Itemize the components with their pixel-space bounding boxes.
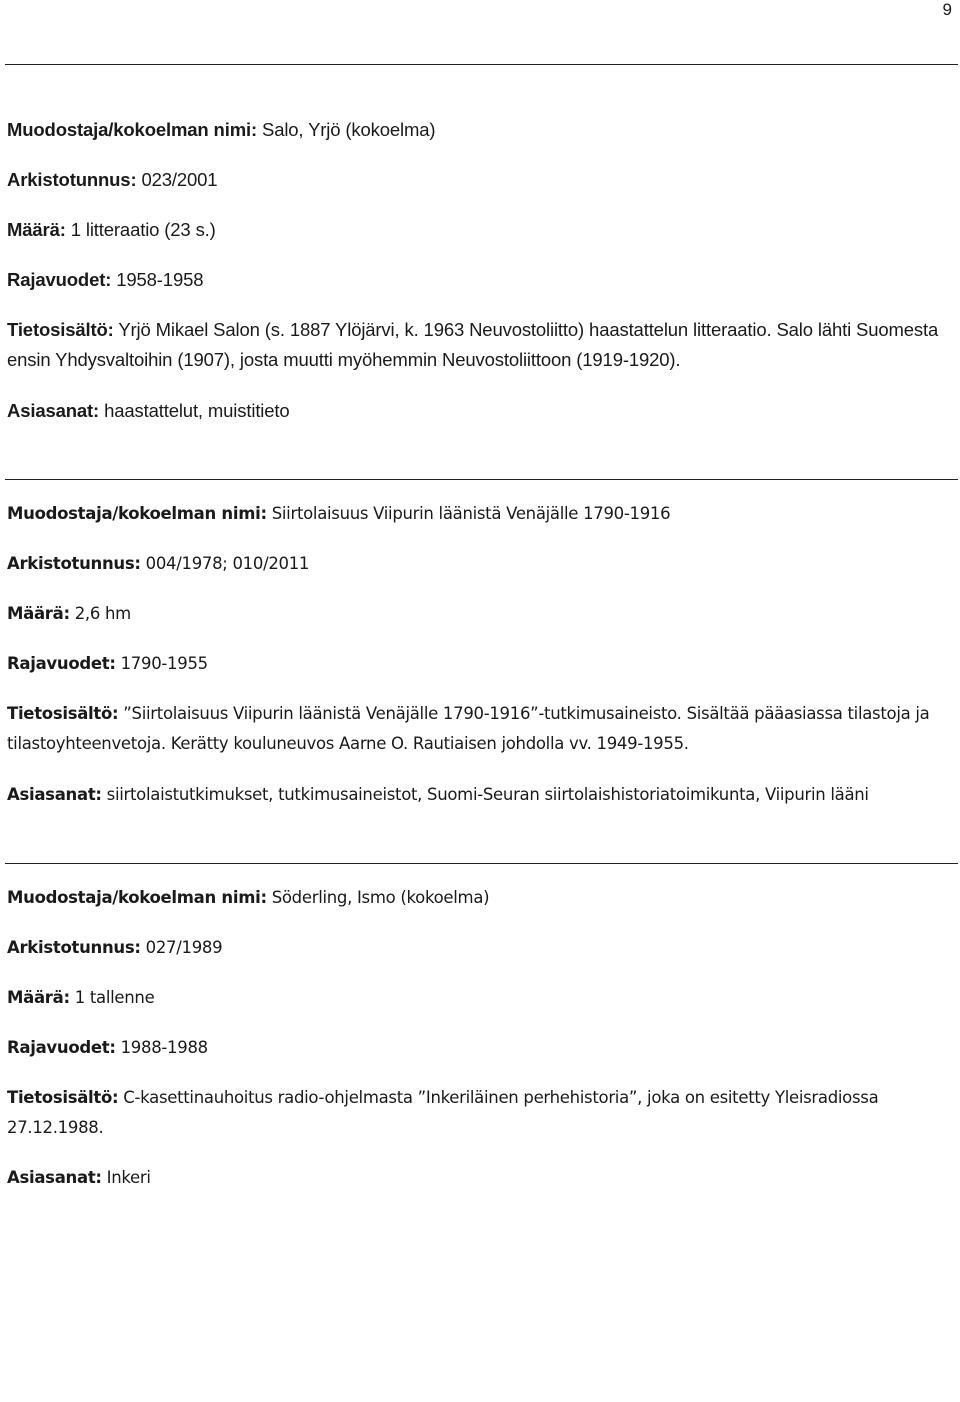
amount-field — [7, 215, 216, 245]
years-field — [7, 649, 208, 679]
years-field — [7, 265, 203, 295]
years-value: 1958-1958 — [116, 269, 204, 290]
amount-label: Määrä: — [7, 988, 70, 1007]
collection-name-field — [7, 499, 670, 529]
content-label: Tietosisältö: — [7, 319, 114, 340]
collection-name-label: Muodostaja/kokoelman nimi: — [7, 504, 267, 523]
record-divider — [5, 479, 958, 480]
content-field — [7, 699, 959, 759]
amount-label: Määrä: — [7, 219, 66, 240]
archive-id-label: Arkistotunnus: — [7, 169, 137, 190]
keywords-field — [7, 396, 290, 426]
years-label: Rajavuodet: — [7, 269, 112, 290]
archive-id-field — [7, 165, 217, 195]
amount-field — [7, 599, 131, 629]
archive-id-label: Arkistotunnus: — [7, 554, 141, 573]
record-divider — [5, 863, 958, 864]
keywords-value: haastattelut, muistitieto — [104, 400, 290, 421]
content-field — [7, 1083, 959, 1143]
keywords-field — [7, 780, 869, 810]
amount-value: 1 litteraatio (23 s.) — [70, 219, 216, 240]
collection-name-field — [7, 883, 489, 913]
header-divider — [5, 64, 958, 65]
amount-value: 1 tallenne — [74, 988, 155, 1007]
archive-id-value: 023/2001 — [141, 169, 218, 190]
content-label: Tietosisältö: — [7, 704, 119, 723]
archive-id-value: 027/1989 — [145, 938, 223, 957]
archive-id-value: 004/1978; 010/2011 — [145, 554, 310, 573]
archive-id-label: Arkistotunnus: — [7, 938, 141, 957]
collection-name-field — [7, 115, 435, 145]
content-field — [7, 315, 955, 375]
keywords-label: Asiasanat: — [7, 785, 102, 804]
content-value: C-kasettinauhoitus radio-ohjelmasta ”Inkeriläinen perhehistoria”, joka on esitetty Yleisradiossa 27.12.1988. — [7, 1088, 879, 1137]
years-value: 1988-1988 — [120, 1038, 208, 1057]
collection-name-label: Muodostaja/kokoelman nimi: — [7, 119, 257, 140]
content-label: Tietosisältö: — [7, 1088, 119, 1107]
amount-field — [7, 983, 154, 1013]
page-number: 9 — [942, 0, 952, 19]
archive-id-field — [7, 549, 309, 579]
content-value: ”Siirtolaisuus Viipurin läänistä Venäjälle 1790-1916”-tutkimusaineisto. Sisältää pääasiassa tilastoja ja tilastoyhteenvetoja. Kerätty kouluneuvos Aarne O. Rautiaisen johdolla vv. 1949-1955. — [7, 704, 930, 753]
collection-name-value: Söderling, Ismo (kokoelma) — [271, 888, 490, 907]
keywords-value: Inkeri — [106, 1168, 151, 1187]
amount-value: 2,6 hm — [74, 604, 131, 623]
years-label: Rajavuodet: — [7, 654, 116, 673]
content-value: Yrjö Mikael Salon (s. 1887 Ylöjärvi, k. 1963 Neuvostoliitto) haastattelun litteraatio. Salo lähti Suomesta ensin Yhdysvaltoihin (1907), josta muutti myöhemmin Neuvostoliittoon (1919-1920). — [7, 319, 939, 370]
keywords-label: Asiasanat: — [7, 1168, 102, 1187]
collection-name-value: Salo, Yrjö (kokoelma) — [262, 119, 436, 140]
collection-name-value: Siirtolaisuus Viipurin läänistä Venäjälle 1790-1916 — [271, 504, 671, 523]
collection-name-label: Muodostaja/kokoelman nimi: — [7, 888, 267, 907]
keywords-value: siirtolaistutkimukset, tutkimusaineistot, Suomi-Seuran siirtolaishistoriatoimikunta, Viipurin lääni — [106, 785, 869, 804]
keywords-label: Asiasanat: — [7, 400, 100, 421]
keywords-field — [7, 1163, 151, 1193]
archive-id-field — [7, 933, 222, 963]
years-label: Rajavuodet: — [7, 1038, 116, 1057]
amount-label: Määrä: — [7, 604, 70, 623]
years-value: 1790-1955 — [120, 654, 208, 673]
years-field — [7, 1033, 208, 1063]
